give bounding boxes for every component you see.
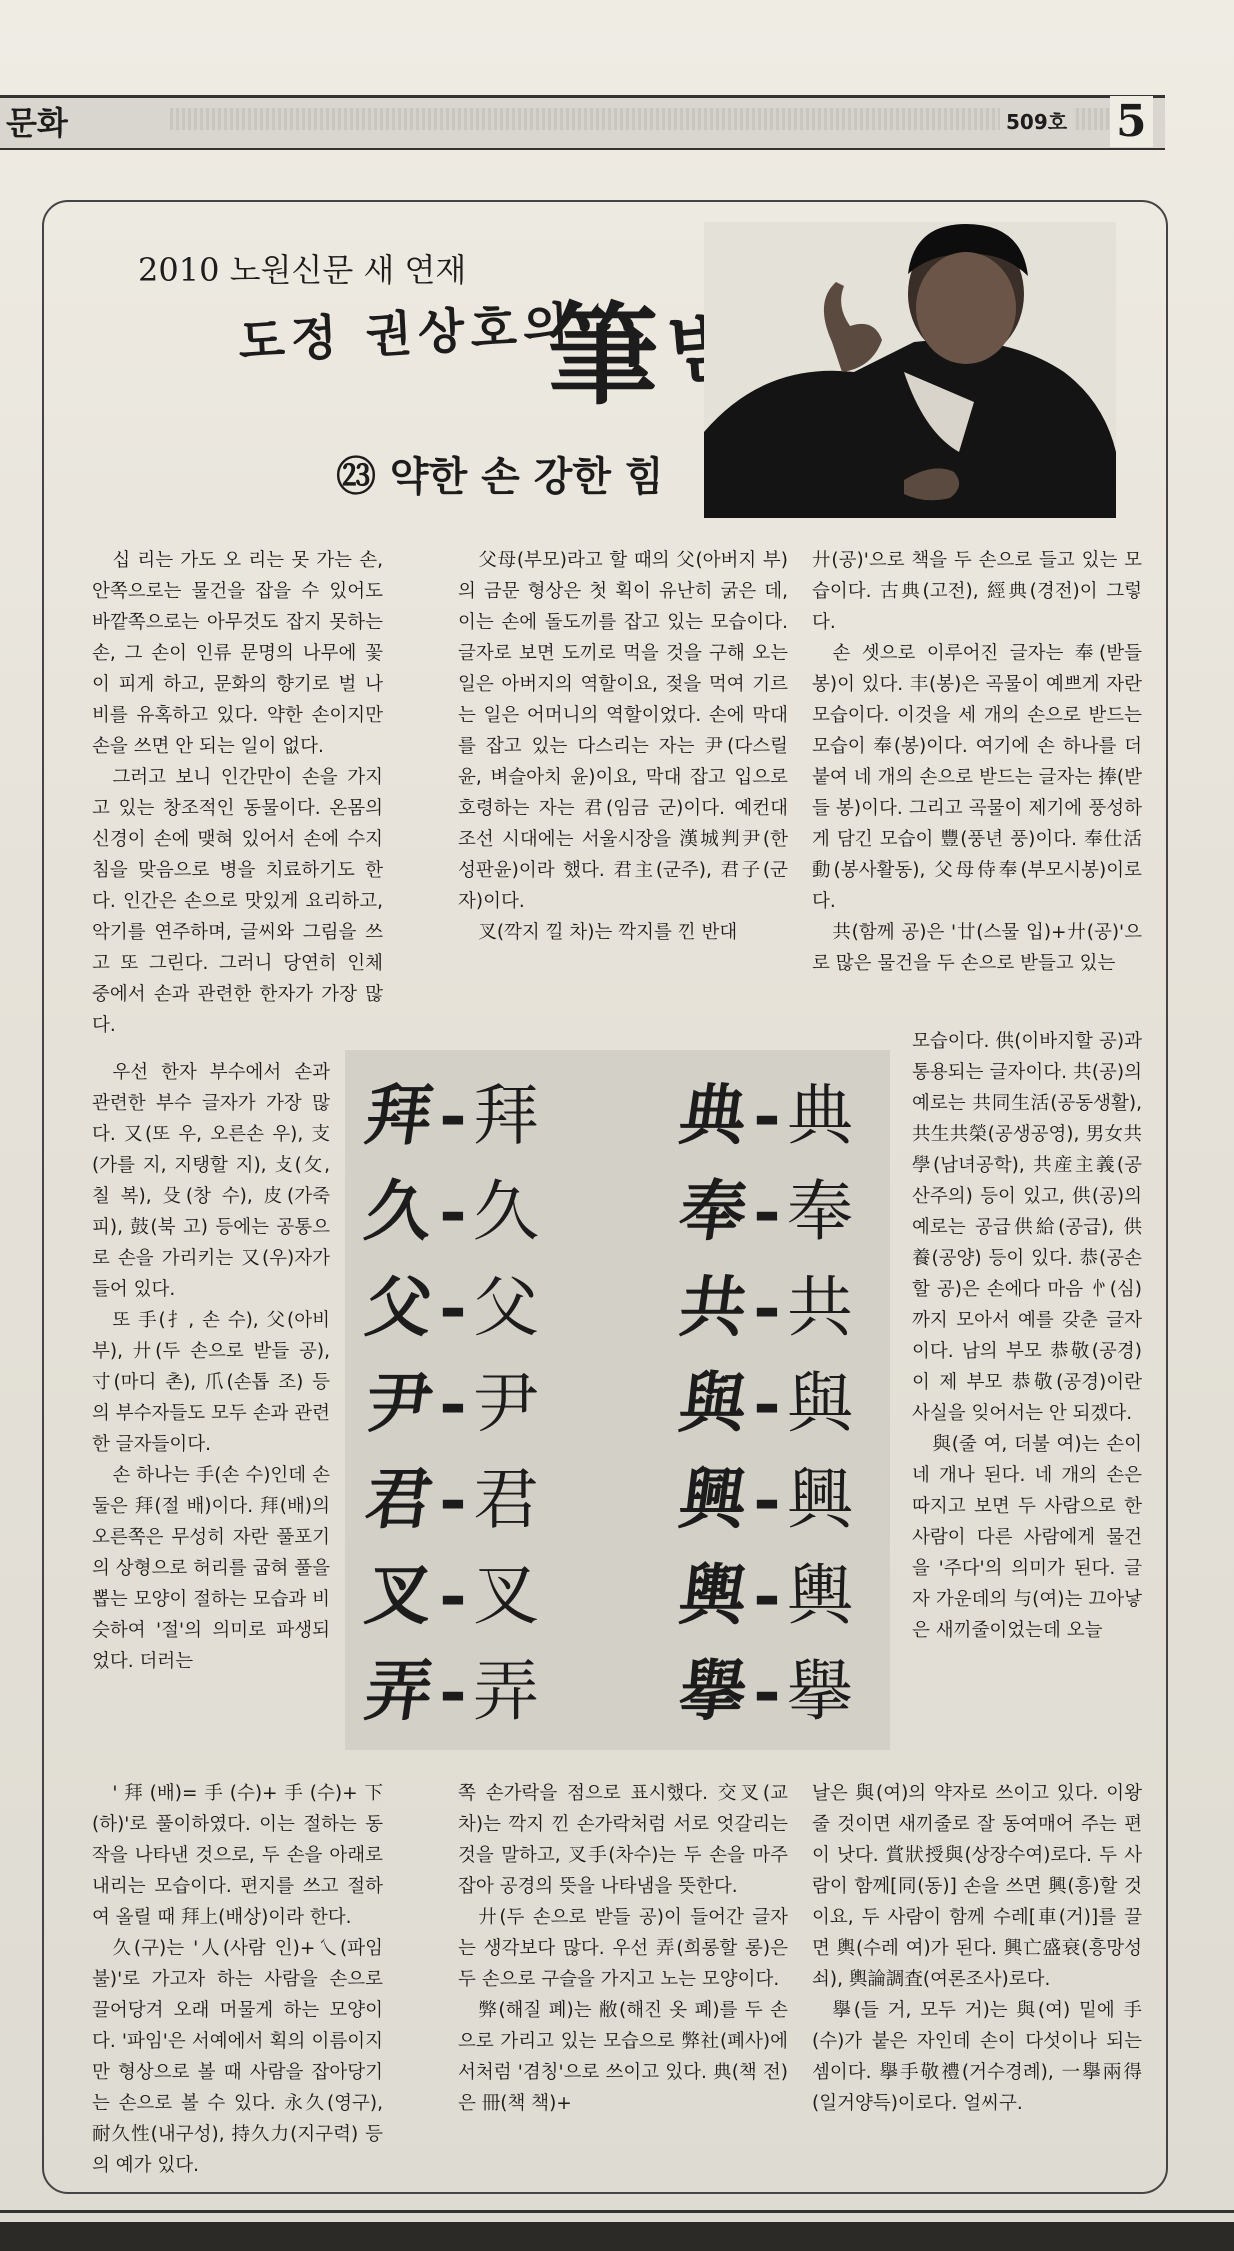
paragraph: '拜(배)=手(수)+手(수)+下(하)'로 풀이하였다. 이는 절하는 동작을 나타낸 것으로, 두 손을 아래로 내리는 모습이다. 편지를 쓰고 절하여 올릴 때 拜上(배상)이라 한다. [92, 1783, 383, 1928]
calligraphy-row [360, 1062, 853, 1157]
modern-character: 拜 [473, 1077, 539, 1154]
title-author: 도정 권상호의 [237, 297, 577, 371]
page-number: 5 [1110, 96, 1153, 147]
modern-character: 典 [786, 1077, 853, 1154]
dash: - [439, 1556, 467, 1634]
column-1-top [92, 545, 383, 1041]
dash: - [439, 1268, 467, 1346]
paragraph: 廾(두 손으로 받들 공)이 들어간 글자는 생각보다 많다. 우선 弄(희롱할 롱)은 두 손으로 구슬을 가지고 노는 모양이다. [458, 1907, 788, 1990]
dash: - [753, 1460, 781, 1538]
paragraph: 그러고 보니 인간만이 손을 가지고 있는 창조적인 동물이다. 온몸의 신경이 손에 맺혀 있어서 손에 수지침을 맞음으로 병을 치료하기도 한다. 인간은 손으로 맛있게 요리하고, 악기를 연주하며, 글씨와 그림을 쓰고 또 그린다. 그러니 당연히 인체 중에서 손과 관련한 한자가 가장 많다. [92, 767, 383, 1036]
dash: - [753, 1556, 781, 1634]
page-edge [0, 2222, 1234, 2251]
series-label: 2010 노원신문 새 연재 [138, 251, 467, 289]
paragraph: 弊(해질 폐)는 敝(해진 옷 폐)를 두 손으로 가리고 있는 모습으로 弊社(폐사)에서처럼 '겸칭'으로 쓰이고 있다. 典(책 전)은 冊(책 책)+ [458, 2000, 788, 2114]
calligraphy-chart [345, 1050, 890, 1750]
modern-character: 奉 [786, 1173, 853, 1250]
calligraphy-row [360, 1350, 853, 1445]
paragraph: 久(구)는 '人(사람 인)+乀(파임 불)'로 가고자 하는 사람을 손으로 끌어당겨 오래 머물게 하는 모양이다. '파임'은 서예에서 획의 이름이지만 형상으로 볼 때 사람을 잡아당기는 손으로 볼 수 있다. 永久(영구), 耐久性(내구성), 持久力(지구력) 등의 예가 있다. [92, 1938, 383, 2176]
modern-character: 尹 [473, 1365, 539, 1442]
issue-number: 509호 [1000, 106, 1073, 135]
modern-character: 君 [473, 1461, 539, 1538]
dash: - [439, 1364, 467, 1442]
author-photo [704, 222, 1116, 518]
calligraphy-row [360, 1158, 853, 1253]
column-2-bottom [458, 1778, 788, 2119]
dash: - [753, 1268, 781, 1346]
section-name: 문화 [6, 104, 68, 142]
seal-character: 共 [674, 1268, 752, 1346]
paragraph: 共(함께 공)은 '廿(스물 입)+廾(공)'으로 많은 물건을 두 손으로 받들고 있는 [812, 922, 1142, 974]
modern-character: 叉 [473, 1557, 539, 1634]
column-1-narrow [92, 1057, 330, 1677]
column-3-top [812, 545, 1142, 979]
calligraphy-row [360, 1446, 853, 1541]
paragraph: 또 手(扌, 손 수), 父(아비 부), 廾(두 손으로 받들 공), 寸(마디 촌), 爪(손톱 조) 등의 부수자들도 모두 손과 관련한 글자들이다. [92, 1310, 330, 1455]
seal-character: 典 [674, 1076, 752, 1154]
modern-character: 共 [786, 1269, 853, 1346]
paragraph: 쪽 손가락을 점으로 표시했다. 交叉(교차)는 깍지 낀 손가락처럼 서로 엇갈리는 것을 말하고, 叉手(차수)는 두 손을 마주 잡아 공경의 뜻을 나타냄을 뜻한다. [458, 1783, 788, 1897]
paragraph: 擧(들 거, 모두 거)는 與(여) 밑에 手(수)가 붙은 자인데 손이 다섯이나 되는 셈이다. 擧手敬禮(거수경례), 一擧兩得(일거양득)이로다. 얼씨구. [812, 2000, 1142, 2114]
dash: - [753, 1076, 781, 1154]
seal-character: 久 [360, 1172, 438, 1250]
column-1-bottom [92, 1778, 383, 2181]
seal-character: 拜 [360, 1076, 438, 1154]
modern-character: 弄 [473, 1653, 539, 1730]
title-hanja: 筆 [548, 291, 658, 420]
dash: - [753, 1172, 781, 1250]
paragraph: 손 셋으로 이루어진 글자는 奉(받들 봉)이 있다. 丰(봉)은 곡물이 예쁘게 자란 모습이다. 이것을 세 개의 손으로 받드는 모습이 奉(봉)이다. 여기에 손 하나를 더 붙여 네 개의 손으로 받드는 글자는 捧(받들 봉)이다. 그리고 곡물이 제기에 풍성하게 담긴 모습이 豐(풍년 풍)이다. 奉仕活動(봉사활동), 父母侍奉(부모시봉)이로다. [812, 643, 1142, 912]
bottom-rule [0, 2210, 1234, 2213]
paragraph: 날은 與(여)의 약자로 쓰이고 있다. 이왕 줄 것이면 새끼줄로 잘 동여매어 주는 편이 낫다. 賞狀授與(상장수여)로다. 두 사람이 함께[同(동)] 손을 쓰면 興(흥)할 것이요, 두 사람이 함께 수레[車(거)]를 끌면 輿(수레 여)가 된다. 興亡盛衰(흥망성쇠), 輿論調査(여론조사)로다. [812, 1783, 1142, 1990]
paragraph: 叉(깍지 낄 차)는 깍지를 낀 반대 [478, 922, 738, 943]
paragraph: 廾(공)'으로 책을 두 손으로 들고 있는 모습이다. 古典(고전), 經典(경전)이 그렇다. [812, 550, 1142, 633]
seal-character: 尹 [360, 1364, 438, 1442]
paragraph: 우선 한자 부수에서 손과 관련한 부수 글자가 가장 많다. 又(또 우, 오른손 우), 支(가를 지, 지탱할 지), 攴(攵, 칠 복), 殳(창 수), 皮(가죽 피), 鼓(북 고) 등에는 공통으로 손을 가리키는 又(우)자가 들어 있다. [92, 1062, 330, 1300]
paragraph: 모습이다. 供(이바지할 공)과 통용되는 글자이다. 共(공)의 예로는 共同生活(공동생활), 共生共榮(공생공영), 男女共學(남녀공학), 共産主義(공산주의) 등이 있고, 供(공)의 예로는 공급供給(공급), 供養(공양) 등이 있다. 恭(공손할 공)은 손에다 마음 㣺(심)까지 모아서 예를 갖춘 글자이다. 남의 부모 恭敬(공경)이 제 부모 恭敬(공경)이란 사실을 잊어서는 안 되겠다. [912, 1031, 1142, 1424]
dash: - [753, 1652, 781, 1730]
seal-character: 奉 [674, 1172, 752, 1250]
modern-character: 久 [473, 1173, 539, 1250]
seal-character: 與 [674, 1364, 752, 1442]
seal-character: 父 [360, 1268, 438, 1346]
seal-character: 君 [360, 1460, 438, 1538]
header-rule [170, 108, 1130, 130]
calligraphy-row [360, 1638, 853, 1733]
seal-character: 叉 [360, 1556, 438, 1634]
paragraph: 父母(부모)라고 할 때의 父(아버지 부)의 금문 형상은 첫 획이 유난히 굵은 데, 이는 손에 돌도끼를 잡고 있는 모습이다. 글자로 보면 도끼로 먹을 것을 구해 오는 일은 아버지의 역할이요, 젖을 먹여 기르는 일은 어머니의 역할이었다. 손에 막대를 잡고 있는 다스리는 자는 尹(다스릴 윤, 벼슬아치 윤)이요, 막대 잡고 입으로 호령하는 자는 君(임금 군)이다. 예컨대 조선 시대에는 서울시장을 漢城判尹(한성판윤)이라 했다. 君主(군주), 君子(군자)이다. [458, 550, 788, 912]
dash: - [439, 1076, 467, 1154]
paragraph: 십 리는 가도 오 리는 못 가는 손, 안쪽으로는 물건을 잡을 수 있어도 바깥쪽으로는 아무것도 잡지 못하는 손, 그 손이 인류 문명의 나무에 꽃이 피게 하고, 문화의 향기로 벌 나비를 유혹하고 있다. 약한 손이지만 손을 쓰면 안 되는 일이 없다. [92, 550, 383, 757]
modern-character: 父 [473, 1269, 539, 1346]
modern-character: 輿 [786, 1557, 853, 1634]
column-3-bottom [812, 1778, 1142, 2119]
calligraphy-row [360, 1254, 853, 1349]
seal-character: 擧 [674, 1652, 752, 1730]
calligraphy-row [360, 1542, 853, 1637]
paragraph: 손 하나는 手(손 수)인데 손 둘은 拜(절 배)이다. 拜(배)의 오른쪽은 무성히 자란 풀포기의 상형으로 허리를 굽혀 풀을 뽑는 모양이 절하는 모습과 비슷하여 '절'의 의미로 파생되었다. 더러는 [92, 1465, 330, 1672]
modern-character: 擧 [786, 1653, 853, 1730]
seal-character: 弄 [360, 1652, 438, 1730]
seal-character: 興 [674, 1460, 752, 1538]
article-subtitle: ㉓ 약한 손 강한 힘 [336, 454, 664, 500]
dash: - [439, 1172, 467, 1250]
column-3-narrow [912, 1026, 1142, 1646]
seal-character: 輿 [674, 1556, 752, 1634]
modern-character: 興 [786, 1461, 853, 1538]
dash: - [439, 1652, 467, 1730]
modern-character: 與 [786, 1365, 853, 1442]
dash: - [439, 1460, 467, 1538]
dash: - [753, 1364, 781, 1442]
column-2-top [458, 545, 788, 948]
paragraph: 與(줄 여, 더불 여)는 손이 네 개나 된다. 네 개의 손은 따지고 보면 두 사람으로 한 사람이 다른 사람에게 물건을 '주다'의 의미가 된다. 글자 가운데의 与(여)는 끄아낳은 새끼줄이었는데 오늘 [912, 1434, 1142, 1641]
